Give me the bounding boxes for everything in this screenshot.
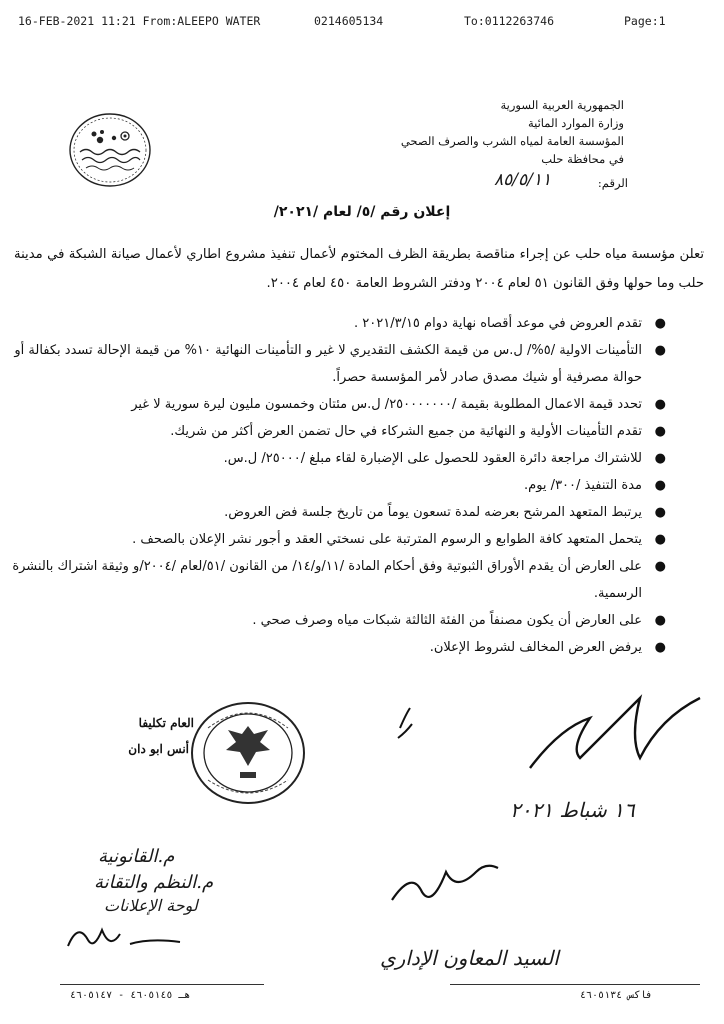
condition-item: ● على العارض أن يكون مصنفاً من الفئة الثالثة شبكات مياه وصرف صحي .: [252, 613, 666, 628]
letterhead-republic: الجمهورية العربية السورية: [500, 98, 624, 112]
letterhead-governorate: في محافظة حلب: [541, 152, 624, 166]
fax-from-number: 0214605134: [314, 14, 384, 28]
fax-page: Page:1: [624, 14, 666, 28]
signature-mark: [386, 860, 506, 910]
organization-logo: [68, 110, 152, 190]
letterhead-institution: المؤسسة العامة لمياه الشرب والصرف الصحي: [400, 134, 624, 148]
footer-fax: فاكس ٤٦٠٥١٣٤: [580, 990, 653, 1001]
condition-item: ● مدة التنفيذ /٣٠٠/ يوم.: [524, 478, 666, 493]
water-emblem-icon: [68, 110, 152, 190]
signatory-title: العام تكليفا: [138, 716, 194, 730]
letterhead-ministry: وزارة الموارد المائية: [527, 116, 624, 130]
eagle-seal-icon: [188, 698, 308, 808]
initials-scribble-icon: [60, 916, 190, 960]
fax-datetime: 16-FEB-2021 11:21 From:ALEEPO WATER: [18, 14, 261, 28]
condition-item: ● التأمينات الاولية /٥%/ ل.س من قيمة الكشف التقديري لا غير و التأمينات النهائية ١٠% من قيمة الإحالة تسدد بكفالة أو حوالة مصرفية أو شيك مصدق صادر لأمر المؤسسة حصراً.: [14, 343, 666, 385]
signature-scribble-icon: [390, 688, 720, 788]
reference-number: ٨٥/٥/١١: [494, 170, 552, 190]
handwritten-date: ١٦ شباط ٢٠٢١: [510, 798, 635, 822]
condition-item: ● تقدم العروض في موعد أقصاه نهاية دوام ٢٠٢١/٣/١٥ .: [354, 316, 666, 331]
condition-item: ● تحدد قيمة الاعمال المطلوبة بقيمة /٢٥٠٠٠٠٠٠٠/ ل.س مئتان وخمسون مليون ليرة سورية لا غير: [131, 397, 666, 412]
condition-item: ● على العارض أن يقدم الأوراق الثبوتية وفق أحكام المادة /١١/و/١٤/ من القانون /٥١/لعام /٢٠٠٤/و وثيقة اشتراك بالنشرة الرسمية.: [12, 559, 666, 601]
announcement-title: إعلان رقم /٥/ لعام /٢٠٢١/: [273, 204, 451, 220]
signature-mark-icon: [386, 860, 506, 910]
signatory-name: أنس ابو دان: [128, 742, 189, 756]
footer-phones: هـ ٤٦٠٥١٤٥ - ٤٦٠٥١٤٧: [70, 990, 191, 1001]
distribution-systems: م.النظم والتقانة: [94, 872, 214, 893]
recipient-handwritten: السيد المعاون الإداري: [380, 946, 559, 970]
official-stamp: [188, 698, 308, 808]
distribution-legal: م.القانونية: [98, 846, 175, 867]
footer-rule-right: [450, 984, 700, 985]
condition-item: ● يرتبط المتعهد المرشح بعرضه لمدة تسعون يوماً من تاريخ جلسة فض العروض.: [224, 505, 666, 520]
initials-scribble: [60, 916, 190, 960]
handwritten-signature: [390, 688, 720, 788]
condition-item: ● يرفض العرض المخالف لشروط الإعلان.: [429, 640, 666, 655]
fax-to: To:0112263746: [464, 14, 555, 28]
condition-item: ● تقدم التأمينات الأولية و النهائية من جميع الشركاء في حال تضمن العرض أكثر من شريك.: [170, 424, 666, 439]
condition-item: ● يتحمل المتعهد كافة الطوابع و الرسوم المترتبة على نسختي العقد و أجور نشر الإعلان بالصحف .: [132, 532, 666, 547]
distribution-board: لوحة الإعلانات: [104, 896, 198, 915]
condition-item: ● للاشتراك مراجعة دائرة العقود للحصول على الإضبارة لقاء مبلغ /٢٥٠٠٠/ ل.س.: [223, 451, 666, 466]
conditions-list: [4, 310, 704, 661]
reference-label: الرقم:: [597, 176, 628, 190]
footer-rule-left: [60, 984, 264, 985]
announcement-intro: تعلن مؤسسة مياه حلب عن إجراء مناقصة بطريقة الظرف المختوم لأعمال تنفيذ مشروع اطاري لأعمال صيانة الشبكة في مدينة حلب وما حولها وفق القانون ٥١ لعام ٢٠٠٤ ودفتر الشروط العامة ٤٥٠ لعام ٢٠٠٤.: [14, 247, 704, 291]
